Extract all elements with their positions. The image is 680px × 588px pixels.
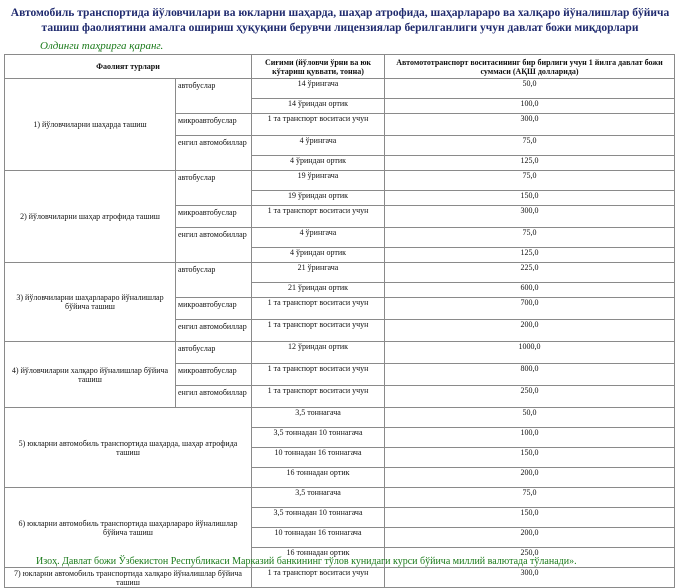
capacity-cell: 10 тоннадан 16 тоннагача xyxy=(252,448,385,468)
table-row xyxy=(5,408,675,428)
amount-cell: 75,0 xyxy=(385,488,675,508)
vehicle-type-cell: енгил автомобиллар xyxy=(176,136,252,171)
table-row xyxy=(5,342,675,364)
amount-cell: 125,0 xyxy=(385,156,675,171)
table-row xyxy=(5,79,675,99)
amount-cell: 250,0 xyxy=(385,548,675,568)
vehicle-type-cell: микроавтобуслар xyxy=(176,298,252,320)
header-capacity: Сиғими (йўловчи ўрни ва юк кўтариш қуввати, тонна) xyxy=(252,55,385,79)
capacity-cell: 1 та транспорт воситаси учун xyxy=(252,114,385,136)
vehicle-type-cell: енгил автомобиллар xyxy=(176,386,252,408)
amount-cell: 250,0 xyxy=(385,386,675,408)
amount-cell: 300,0 xyxy=(385,114,675,136)
amount-cell: 300,0 xyxy=(385,206,675,228)
vehicle-type-cell: енгил автомобиллар xyxy=(176,228,252,263)
amount-cell: 100,0 xyxy=(385,99,675,114)
amount-cell: 200,0 xyxy=(385,528,675,548)
capacity-cell: 3,5 тоннагача xyxy=(252,408,385,428)
table-row xyxy=(5,488,675,508)
prev-edition-link[interactable]: Олдинги таҳрирга қаранг. xyxy=(40,40,164,52)
fee-table xyxy=(4,54,675,588)
amount-cell: 50,0 xyxy=(385,408,675,428)
amount-cell: 125,0 xyxy=(385,248,675,263)
amount-cell: 800,0 xyxy=(385,364,675,386)
capacity-cell: 14 ўрингача xyxy=(252,79,385,99)
activity-cell: 7) юкларни автомобиль транспортида халқаро йўналишлар бўйича ташиш xyxy=(5,568,252,588)
table-row xyxy=(5,568,675,588)
amount-cell: 75,0 xyxy=(385,136,675,156)
capacity-cell: 21 ўриндан ортик xyxy=(252,283,385,298)
capacity-cell: 12 ўриндан ортик xyxy=(252,342,385,364)
capacity-cell: 1 та транспорт воситаси учун xyxy=(252,568,385,588)
capacity-cell: 1 та транспорт воситаси учун xyxy=(252,364,385,386)
capacity-cell: 3,5 тоннагача xyxy=(252,488,385,508)
capacity-cell: 1 та транспорт воситаси учун xyxy=(252,386,385,408)
amount-cell: 200,0 xyxy=(385,468,675,488)
amount-cell: 1000,0 xyxy=(385,342,675,364)
capacity-cell: 4 ўрингача xyxy=(252,136,385,156)
vehicle-type-cell: енгил автомобиллар xyxy=(176,320,252,342)
amount-cell: 150,0 xyxy=(385,448,675,468)
header-activity: Фаолият турлари xyxy=(5,55,252,79)
activity-cell: 5) юкларни автомобиль транспортида шаҳарда, шаҳар атрофида ташиш xyxy=(5,408,252,488)
amount-cell: 150,0 xyxy=(385,191,675,206)
page-title: Автомобиль транспортида йўловчилари ва юкларни шаҳарда, шаҳар атрофида, шаҳарлараро ва халқаро йўналишлар бўйича ташиш фаолиятини амалга ошириш ҳуқуқини берувчи лицензиялар берилганлиги учун давлат божи миқдорлари xyxy=(10,7,670,34)
capacity-cell: 21 ўрингача xyxy=(252,263,385,283)
activity-cell: 3) йўловчиларни шаҳарлараро йўналишлар бўйича ташиш xyxy=(5,263,176,342)
table-row xyxy=(5,263,675,283)
capacity-cell: 4 ўриндан ортик xyxy=(252,156,385,171)
activity-cell: 6) юкларни автомобиль транспортида шаҳарлараро йўналишлар бўйича ташиш xyxy=(5,488,252,568)
capacity-cell: 1 та транспорт воситаси учун xyxy=(252,320,385,342)
footnote: Изоҳ. Давлат божи Ўзбекистон Республикаси Марказий банкининг тўлов кунидаги курси бўйича миллий валютада тўланади». xyxy=(36,556,577,567)
amount-cell: 75,0 xyxy=(385,228,675,248)
vehicle-type-cell: микроавтобуслар xyxy=(176,364,252,386)
vehicle-type-cell: микроавтобуслар xyxy=(176,206,252,228)
capacity-cell: 14 ўриндан ортик xyxy=(252,99,385,114)
capacity-cell: 4 ўрингача xyxy=(252,228,385,248)
activity-cell: 2) йўловчиларни шаҳар атрофида ташиш xyxy=(5,171,176,263)
amount-cell: 100,0 xyxy=(385,428,675,448)
capacity-cell: 19 ўрингача xyxy=(252,171,385,191)
activity-cell: 4) йўловчиларни халқаро йўналишлар бўйича ташиш xyxy=(5,342,176,408)
capacity-cell: 3,5 тоннадан 10 тоннагача xyxy=(252,428,385,448)
amount-cell: 600,0 xyxy=(385,283,675,298)
capacity-cell: 1 та транспорт воситаси учун xyxy=(252,298,385,320)
amount-cell: 300,0 xyxy=(385,568,675,588)
capacity-cell: 16 тоннадан ортик xyxy=(252,548,385,568)
capacity-cell: 16 тоннадан ортик xyxy=(252,468,385,488)
vehicle-type-cell: автобуслар xyxy=(176,79,252,114)
header-amount: Автомототранспорт воситасининг бир бирлиги учун 1 йилга давлат божи суммаси (АҚШ долларида) xyxy=(385,55,675,79)
table-header-row xyxy=(5,55,675,79)
capacity-cell: 10 тоннадан 16 тоннагача xyxy=(252,528,385,548)
table-body xyxy=(5,79,675,588)
vehicle-type-cell: автобуслар xyxy=(176,263,252,298)
activity-cell: 1) йўловчиларни шаҳарда ташиш xyxy=(5,79,176,171)
vehicle-type-cell: микроавтобуслар xyxy=(176,114,252,136)
capacity-cell: 19 ўриндан ортик xyxy=(252,191,385,206)
capacity-cell: 1 та транспорт воситаси учун xyxy=(252,206,385,228)
amount-cell: 50,0 xyxy=(385,79,675,99)
amount-cell: 75,0 xyxy=(385,171,675,191)
amount-cell: 225,0 xyxy=(385,263,675,283)
capacity-cell: 4 ўриндан ортик xyxy=(252,248,385,263)
amount-cell: 700,0 xyxy=(385,298,675,320)
capacity-cell: 3,5 тоннадан 10 тоннагача xyxy=(252,508,385,528)
vehicle-type-cell: автобуслар xyxy=(176,171,252,206)
amount-cell: 200,0 xyxy=(385,320,675,342)
vehicle-type-cell: автобуслар xyxy=(176,342,252,364)
amount-cell: 150,0 xyxy=(385,508,675,528)
table-row xyxy=(5,171,675,191)
